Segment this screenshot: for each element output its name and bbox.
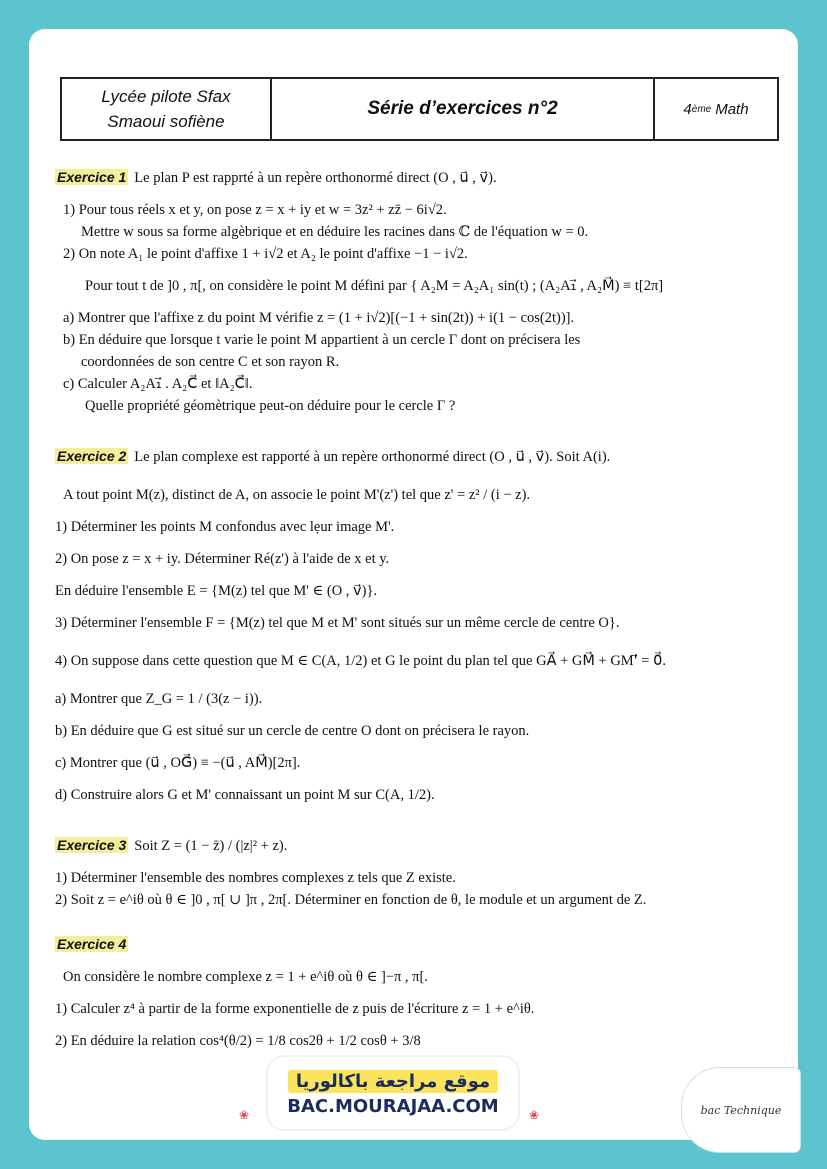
exercise-line: 2) Soit z = e^iθ où θ ∈ ]0 , π[ ∪ ]π , 2π[. Déterminer en fonction de θ, le module et un argument de Z. <box>55 892 647 908</box>
exercise-line: 4) On suppose dans cette question que M ∈ C(A, 1/2) et G le point du plan tel que GA⃗ + GM⃗ + GM'⃗ = 0⃗. <box>55 653 666 669</box>
exercise-line: 2) On note A₁ le point d'affixe 1 + i√2 et A₂ le point d'affixe −1 − i√2. <box>63 246 468 262</box>
exercise-line: a) Montrer que Z_G = 1 / (3(z − i)). <box>55 691 263 707</box>
level-number: 4 <box>683 100 692 118</box>
exercise-line: b) En déduire que lorsque t varie le point M appartient à un cercle Γ dont on précisera les <box>63 332 581 348</box>
exercise-2-title: Exercice 2 <box>57 448 127 464</box>
site-banner[interactable] <box>268 1057 518 1129</box>
exercise-line: 3) Déterminer l'ensemble F = {M(z) tel que M et M' sont situés sur un même cercle de centre O}. <box>55 615 620 631</box>
exercise-1-title: Exercice 1 <box>57 169 127 185</box>
exercise-1 <box>55 167 785 416</box>
exercise-line: Pour tout t de ]0 , π[, on considère le point M défini par { A₂M = A₂A₁ sin(t) ; (A₂A₁⃗ , A₂M⃗) ≡ t[2π] <box>85 278 664 294</box>
exercise-3 <box>55 835 785 910</box>
exercise-line: 1) Calculer z⁴ à partir de la forme exponentielle de z puis de l'écriture z = 1 + e^iθ. <box>55 1001 535 1017</box>
exercise-4-title: Exercice 4 <box>57 936 127 952</box>
series-title: Série d’exercices n°2 <box>272 79 655 139</box>
document-header <box>60 77 779 141</box>
school-name: Lycée pilote Sfax <box>101 87 231 106</box>
exercise-line: 1) Pour tous réels x et y, on pose z = x + iy et w = 3z² + zz̄ − 6i√2. <box>63 202 447 218</box>
bac-technique-stamp: bac Technique <box>682 1068 800 1152</box>
exercise-4 <box>55 934 785 1051</box>
teacher-name: Smaoui sofiène <box>107 112 225 131</box>
exercise-2 <box>55 446 785 805</box>
site-name-arabic: موقع مراجعة باكالوريا <box>288 1070 498 1093</box>
exercises-content <box>55 165 785 1065</box>
exercise-line: Le plan complexe est rapporté à un repère orthonormé direct (O , u⃗ , v⃗). Soit A(i). <box>134 449 611 465</box>
exercise-line: Soit Z = (1 − z̄) / (|z|² + z). <box>134 838 288 854</box>
exercise-line: 1) Déterminer l'ensemble des nombres complexes z tels que Z existe. <box>55 870 456 886</box>
exercise-line: Le plan P est rapprté à un repère orthonormé direct (O , u⃗ , v⃗). <box>134 170 497 186</box>
exercise-line: 1) Déterminer les points M confondus avec lẹur image M'. <box>55 519 395 535</box>
level-superscript: ème <box>691 103 712 115</box>
exercise-line: a) Montrer que l'affixe z du point M vérifie z = (1 + i√2)[(−1 + sin(2t)) + i(1 − cos(2t))]. <box>63 310 575 326</box>
exercise-line: d) Construire alors G et M' connaissant un point M sur C(A, 1/2). <box>55 787 435 803</box>
exercise-line: On considère le nombre complexe z = 1 + e^iθ où θ ∈ ]−π , π[. <box>63 969 428 985</box>
site-logo-icon: ❀ <box>522 1103 546 1127</box>
exercise-line: Quelle propriété géomètrique peut-on déduire pour le cercle Γ ? <box>85 398 456 414</box>
exercise-line: A tout point M(z), distinct de A, on associe le point M'(z') tel que z' = z² / (i − z). <box>63 487 531 503</box>
site-url[interactable]: BAC.MOURAJAA.COM <box>287 1095 499 1117</box>
header-left-cell <box>62 79 272 139</box>
exercise-line: 2) On pose z = x + iy. Déterminer Ré(z') à l'aide de x et y. <box>55 551 390 567</box>
document-page <box>29 29 798 1140</box>
site-logo-icon: ❀ <box>232 1103 256 1127</box>
level-subject: Math <box>715 100 749 118</box>
exercise-line: c) Montrer que (u⃗ , OG⃗) ≡ −(u⃗ , AM⃗)[2π]. <box>55 755 301 771</box>
exercise-line: b) En déduire que G est situé sur un cercle de centre O dont on précisera le rayon. <box>55 723 530 739</box>
exercise-line: En déduire l'ensemble E = {M(z) tel que M' ∈ (O , v⃗)}. <box>55 583 378 599</box>
exercise-line: Mettre w sous sa forme algèbrique et en déduire les racines dans ℂ de l'équation w = 0. <box>81 224 589 240</box>
exercise-3-title: Exercice 3 <box>57 837 127 853</box>
exercise-line: c) Calculer A₂A₁⃗ . A₂C⃗ et ‖A₂C⃗‖. <box>63 376 253 392</box>
exercise-line: 2) En déduire la relation cos⁴(θ/2) = 1/8 cos2θ + 1/2 cosθ + 3/8 <box>55 1033 421 1049</box>
class-level <box>655 79 777 139</box>
exercise-line: coordonnées de son centre C et son rayon R. <box>81 354 340 370</box>
